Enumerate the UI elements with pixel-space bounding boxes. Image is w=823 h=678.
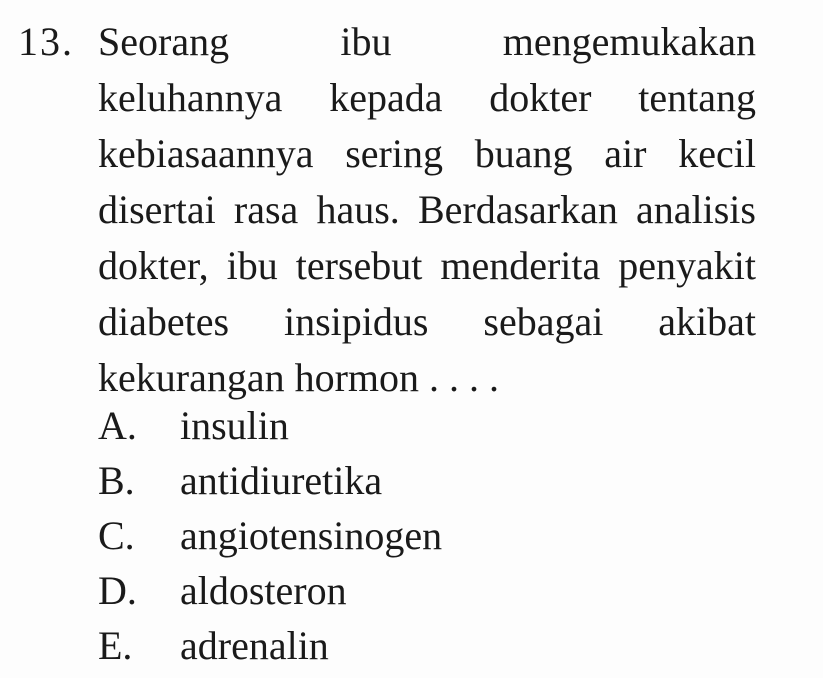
stem-line: kekurangan hormon . . . . — [98, 355, 500, 400]
option-letter: E. — [98, 623, 133, 668]
option-text: antidiuretika — [180, 458, 383, 503]
stem-line: disertai rasa haus. Berdasarkan analisis — [98, 187, 756, 232]
option-letter: A. — [98, 403, 137, 448]
question-number: 13. — [18, 19, 74, 64]
option-letter: D. — [98, 568, 137, 613]
answer-options — [98, 398, 442, 673]
question-stem — [98, 14, 756, 406]
option-text: insulin — [180, 403, 289, 448]
option-text: angiotensinogen — [180, 513, 443, 558]
option-text: aldosteron — [180, 568, 347, 613]
option-d[interactable] — [98, 563, 442, 618]
stem-line: diabetes insipidus sebagai akibat — [98, 299, 756, 344]
option-e[interactable] — [98, 618, 442, 673]
option-letter: C. — [98, 513, 135, 558]
option-c[interactable] — [98, 508, 442, 563]
option-text: adrenalin — [180, 623, 329, 668]
option-b[interactable] — [98, 453, 442, 508]
stem-line: dokter, ibu tersebut menderita penyakit — [98, 243, 756, 288]
option-letter: B. — [98, 458, 135, 503]
option-a[interactable] — [98, 398, 442, 453]
stem-line: kebiasaannya sering buang air kecil — [98, 131, 756, 176]
stem-line: keluhannya kepada dokter tentang — [98, 75, 756, 120]
stem-line: Seorang ibu mengemukakan — [98, 19, 756, 64]
